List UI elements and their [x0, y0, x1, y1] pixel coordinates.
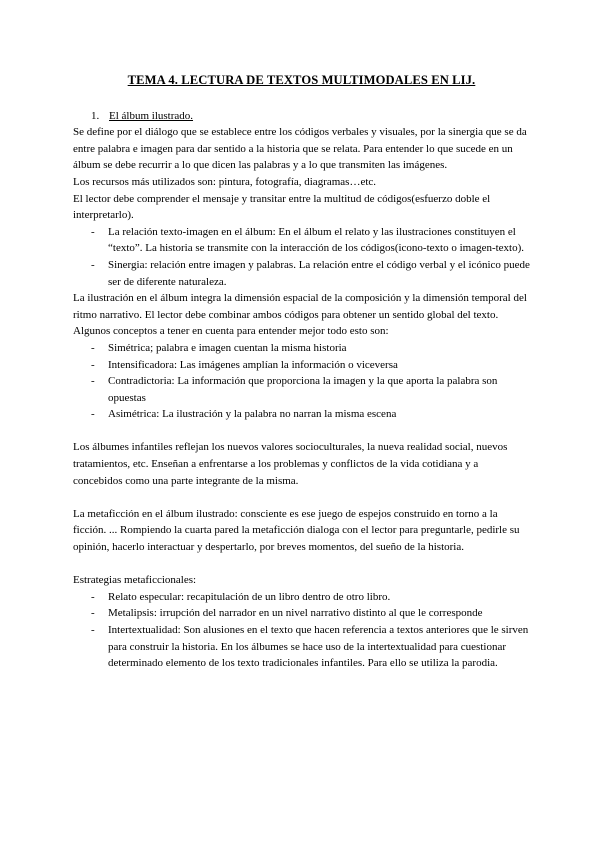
dash-list [73, 340, 530, 423]
paragraph: Estrategias metaficcionales: [73, 574, 197, 587]
paragraph: Los recursos más utilizados son: pintura, fotografía, diagramas…etc. [73, 175, 377, 188]
list-item: - Intertextualidad: Son alusiones en el texto que hacen referencia a textos anteriores que le sirven para construir la historia. En los álbumes se hace uso de la intertextualidad para cuestionar determinado elemento de los texto tradicionales infantiles. Para ello se utiliza la parodia. [91, 622, 530, 672]
spacer [73, 489, 530, 506]
list-item: - Simétrica; palabra e imagen cuentan la misma historia [91, 340, 530, 357]
list-item: - Intensificadora: Las imágenes amplían la información o viceversa [91, 357, 530, 374]
paragraph: La metaficción en el álbum ilustrado: consciente es ese juego de espejos construido en torno a la ficción. ... Rompiendo la cuarta pared la metaficción dialoga con el lector para preguntarle, pedirle su opinión, hacerlo interactuar y despertarlo, por breves momentos, del sueño de la historia. [73, 507, 520, 554]
list-item: - Sinergia: relación entre imagen y palabras. La relación entre el código verbal y el icónico puede ser de diferente naturaleza. [91, 257, 530, 290]
list-item: - Contradictoria: La información que proporciona la imagen y la que aporta la palabra son opuestas [91, 373, 530, 406]
paragraph: Los álbumes infantiles reflejan los nuevos valores socioculturales, la nueva realidad social, nuevos tratamientos, etc. Enseñan a enfrentarse a los problemas y conflictos de la vida cotidiana y a concebidos como una parte integrante de la misma. [73, 441, 508, 487]
dash-list [73, 224, 530, 290]
list-item: - Asimétrica: La ilustración y la palabra no narran la misma escena [91, 406, 530, 423]
list-item: - La relación texto-imagen en el álbum: En el álbum el relato y las ilustraciones constituyen el “texto”. La historia se transmite con la interacción de los códigos(icono-texto o imagen-texto). [91, 224, 530, 257]
section-label: El álbum ilustrado. [109, 109, 194, 122]
paragraph: El lector debe comprender el mensaje y transitar entre la multitud de códigos(esfuerzo doble el interpretarlo). [73, 192, 491, 222]
spacer [73, 556, 530, 573]
section-heading [91, 108, 530, 125]
paragraph: Se define por el diálogo que se establece entre los códigos verbales y visuales, por la sinergia que se da entre palabra e imagen para dar sentido a la historia que se relata. Para entender lo que sucede en un álbum se debe recurrir a lo que dicen las palabras y a lo que transmiten las imágenes. [73, 126, 527, 172]
section-number: 1. [91, 109, 100, 122]
list-item: - Relato especular: recapitulación de un libro dentro de otro libro. [91, 589, 530, 606]
spacer [73, 423, 530, 440]
dash-list [73, 589, 530, 672]
paragraph: Algunos conceptos a tener en cuenta para entender mejor todo esto son: [73, 325, 389, 338]
list-item: - Metalipsis: irrupción del narrador en un nivel narrativo distinto al que le corresponde [91, 605, 530, 622]
page-title: TEMA 4. LECTURA DE TEXTOS MULTIMODALES EN LIJ. [127, 73, 476, 87]
paragraph: La ilustración en el álbum integra la dimensión espacial de la composición y la dimensión temporal del ritmo narrativo. El lector debe combinar ambos códigos para obtener un sentido global del texto. [73, 292, 527, 321]
